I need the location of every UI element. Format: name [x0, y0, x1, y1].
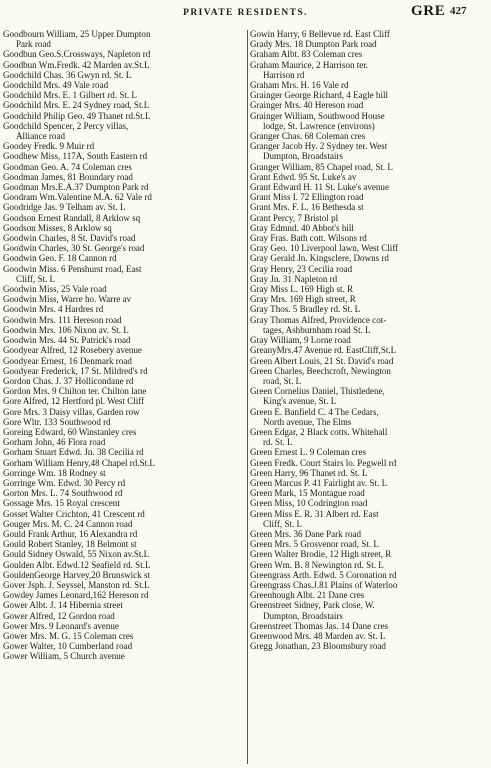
directory-entry: Goodyear Ernest, 16 Denmark road	[3, 355, 132, 366]
directory-entry: Granger William, 85 Chapel road, St. L	[250, 161, 393, 172]
directory-entry: Gower Walter, 10 Cumberland road	[3, 641, 133, 652]
directory-entry: Grant Edwd. 95 St. Luke's av	[250, 171, 357, 182]
page-title: PRIVATE RESIDENTS.	[183, 8, 308, 18]
directory-entry: Gray Thos. 5 Bradley rd. St. L	[250, 304, 361, 315]
directory-entry: Goodchild Mrs. 49 Vale road	[3, 80, 109, 91]
directory-entry: Greenwood Mrs. 48 Marden av. St. L	[250, 630, 386, 641]
directory-entry: Gray Geo. 10 Liverpool lawn, West Cliff	[250, 243, 399, 254]
directory-entry: Goodwin Charles, 8 St. David's road	[3, 233, 136, 244]
directory-entry: Gover Jsph. J. Seyssel, Manston rd. St.L	[3, 579, 150, 590]
directory-entry: Granger Chas. 68 Coleman cres	[250, 131, 366, 142]
directory-entry-continuation: Cliff, St. L	[16, 273, 56, 284]
directory-entry: Gower Albt. J. 14 Hibernia street	[3, 600, 123, 611]
directory-entry: Granger Jacob Hy. 2 Sydney ter. West	[250, 141, 388, 152]
directory-entry: Goodson Misses, 8 Arklow sq	[3, 222, 112, 233]
directory-entry: Gower Alfred, 12 Gordon road	[3, 610, 115, 621]
directory-entry: Goodwin Charles, 30 St. George's road	[3, 243, 145, 254]
directory-entry-continuation: Dumpton, Broadstairs	[263, 151, 343, 162]
directory-entry: Grant Percy, 7 Bristol pl	[250, 212, 339, 223]
directory-entry: Gorham Stuart Edwd. Jn. 38 Cecilia rd	[3, 447, 144, 458]
directory-entry-continuation: King's avenue, St. L	[263, 396, 337, 407]
directory-entry-continuation: tages, Ashburnham road St. L	[263, 324, 371, 335]
directory-entry: Goodwin Miss. 6 Penshurst road, East	[3, 263, 142, 274]
directory-entry: Gray Gerald Jn. Kingsclere, Downs rd	[250, 253, 389, 264]
directory-entry: Gregg Jonathan, 23 Bloomsbury road	[250, 641, 386, 652]
directory-entry: Goodman James, 81 Boundary road	[3, 171, 133, 182]
directory-entry: Gorham William Henry,48 Chapel rd.St.L	[3, 457, 155, 468]
directory-entry: Grainger William, Southwood House	[250, 110, 385, 121]
directory-entry: Grant Edward H. 11 St. Luke's avenue	[250, 182, 389, 193]
directory-entry: Grant Mrs. F. L. 16 Bethesda st	[250, 202, 364, 213]
directory-entry: Grainger Mrs. 40 Hereson road	[250, 100, 364, 111]
directory-entry: Greenhough Albt. 21 Dane cres	[250, 590, 365, 601]
directory-entry: Goodbun Geo.S.Crossways, Napleton rd	[3, 49, 151, 60]
directory-entry: Goodwin Mrs. 111 Hereson road	[3, 314, 122, 325]
directory-entry: Graham Albt. 83 Coleman cres	[250, 49, 363, 60]
directory-entry: Gray Miss L. 169 High st. R	[250, 284, 354, 295]
directory-entry: Gore Mrs. 3 Daisy villas, Garden row	[3, 406, 140, 417]
directory-entry: Gray William, 9 Lorne road	[250, 335, 351, 346]
directory-entry-continuation: road, St. L	[263, 375, 302, 386]
directory-entry: Gray Thomas Alfred, Providence cot-	[250, 314, 387, 325]
directory-entry: Gordon Mrs. 9 Chilton ter. Chilton lane	[3, 386, 147, 397]
right-column	[250, 29, 488, 651]
directory-entry: Goodwin Mrs. 4 Hardres rd	[3, 304, 104, 315]
directory-entry: Gowin Harry, 6 Bellevue rd. East Cliff	[250, 29, 390, 39]
directory-entry: Gorringe Wm. 18 Rodney st	[3, 467, 106, 478]
directory-entry: Gould Sidney Oswald, 55 Nixon av.St.L	[3, 549, 150, 560]
directory-entry-continuation: lodge, St. Lawrence (environs)	[263, 120, 375, 131]
directory-entry: Goodyear Alfred, 12 Rosebery avenue	[3, 345, 142, 356]
directory-entry: Green Ernest L. 9 Coleman cres	[250, 447, 367, 458]
directory-entry: Green Fredk. Court Stairs lo. Pegwell rd	[250, 457, 397, 468]
directory-entry: GouldenGeorge Harvey,20 Brunswick st	[3, 569, 150, 580]
directory-entry: Goodridge Jas. 9 Telham av. St. L	[3, 202, 126, 213]
directory-entry: Gower Mrs. M. G. 15 Coleman cres	[3, 630, 134, 641]
directory-entry: Goodyear Frederick, 17 St. Mildred's rd	[3, 365, 148, 376]
directory-entry: Goodchild Mrs. E. 24 Sydney road, St.L	[3, 100, 150, 111]
directory-entry: Goodman Geo. A. 74 Coleman cres	[3, 161, 132, 172]
directory-entry: Goodchild Chas. 36 Gwyn rd. St. L	[3, 69, 132, 80]
directory-entry: Green Cornelius Daniel, Thistledene,	[250, 386, 385, 397]
directory-entry: Gorham John, 46 Flora road	[3, 437, 106, 448]
directory-entry: Gould Frank Arthur, 16 Alexandra rd	[3, 528, 138, 539]
directory-entry: Goodram Wm.Valentine M.A. 62 Vale rd	[3, 192, 152, 203]
directory-entry: Graham Maurice, 2 Harrison ter.	[250, 59, 369, 70]
directory-entry: Goodwin Mrs. 106 Nixon av. St. L	[3, 324, 129, 335]
directory-entry: Goodwin Miss, Warre ho. Warre av	[3, 294, 132, 305]
directory-entry: Green E. Banfield C. 4 The Cedars,	[250, 406, 379, 417]
directory-entry: Gray Jn. 31 Napleton rd	[250, 273, 338, 284]
directory-entry-continuation: Harrison rd	[263, 69, 305, 80]
directory-entry: Goodhew Miss, 117A, South Eastern rd	[3, 151, 148, 162]
directory-entry: Goulden Albt. Edwd.12 Seafield rd. St.L	[3, 559, 151, 570]
directory-entry: Green Marcus P. 41 Fairlight av. St. L	[250, 477, 388, 488]
directory-entry-continuation: Alliance road	[16, 131, 65, 142]
directory-entry: Grady Mrs. 18 Dumpton Park road	[250, 39, 377, 50]
directory-entry: Gray Fras. Bath cott. Wilsons rd	[250, 233, 367, 244]
directory-entry: Green Wm. B. 8 Newington rd. St. L	[250, 559, 384, 570]
directory-entry: Greenstreet Thomas Jas. 14 Dane cres	[250, 620, 389, 631]
directory-entry: Gray Henry, 23 Cecilia road	[250, 263, 353, 274]
directory-entry: Gowdey James Leonard,162 Hereson rd	[3, 590, 149, 601]
directory-entry: GreanyMrs.47 Avenue rd. EastCliff,St.L	[250, 345, 397, 356]
directory-entry-continuation: Dumpton, Broadstairs	[263, 610, 343, 621]
section-letters: GRE	[411, 3, 446, 19]
left-column	[3, 29, 241, 662]
directory-entry: Green Miss E. R. 31 Albert rd. East	[250, 508, 379, 519]
directory-entry: Goodwin Geo. F. 18 Cannon rd	[3, 253, 117, 264]
directory-entry: Gould Robert Stanley, 18 Belmont st	[3, 539, 137, 550]
directory-entry-continuation: Cliff, St. L	[263, 518, 303, 529]
directory-entry: Goodey Fredk. 9 Muir rd	[3, 141, 95, 152]
directory-entry: Green Albert Louis, 21 St. David's road	[250, 355, 394, 366]
directory-entry: Goodwin Mrs. 44 St. Patrick's road	[3, 335, 131, 346]
directory-entry: Green Mrs. 36 Dane Park road	[250, 528, 362, 539]
directory-entry: Green Charles, Beechcroft, Newington	[250, 365, 391, 376]
directory-entry: Gorton Mrs. L. 74 Southwood rd	[3, 488, 123, 499]
column-divider	[247, 30, 248, 764]
directory-entry: Greengrass Arth. Edwd. 5 Coronation rd	[250, 569, 397, 580]
directory-entry: Goodbun Wm.Fredk. 42 Marden av.St.L	[3, 59, 150, 70]
directory-entry: Gower Mrs. 9 Leonard's avenue	[3, 620, 119, 631]
directory-entry-continuation: North avenue, The Elms	[263, 416, 352, 427]
directory-entry: Green Walter Brodie, 12 High street, R	[250, 549, 392, 560]
directory-entry: Goodchild Mrs. E. 1 Gilbert rd. St. L	[3, 90, 137, 101]
directory-entry: Goreing Edward, 60 Winstanley cres	[3, 426, 137, 437]
directory-entry: Goodchild Philip Geo. 49 Thanet rd.St.L	[3, 110, 151, 121]
directory-entry-continuation: Park road	[16, 39, 51, 50]
directory-entry: Gore Wltr. 133 Southwood rd	[3, 416, 111, 427]
directory-entry: Green Miss, 10 Codrington road	[250, 498, 368, 509]
directory-entry: Goodbourn William, 25 Upper Dumpton	[3, 29, 151, 39]
page-number: 427	[450, 5, 467, 17]
directory-entry: Gray Mrs. 169 High street, R	[250, 294, 356, 305]
directory-entry: Gore Alfred, 12 Hertford pl. West Cliff	[3, 396, 145, 407]
directory-entry: Green Harry, 96 Thanet rd. St. L	[250, 467, 368, 478]
directory-entry: Gosset Walter Crichton, 41 Crescent rd	[3, 508, 145, 519]
directory-entry: Gordon Chas. J. 37 Hollicondane rd	[3, 375, 134, 386]
directory-entry: Green Mrs. 5 Grosvenor road, St. L	[250, 539, 379, 550]
directory-entry: Grant Miss I. 72 Ellington road	[250, 192, 364, 203]
directory-entry: Gouger Mrs. M. C. 24 Cannon road	[3, 518, 133, 529]
directory-entry-continuation: rd. St. L	[263, 437, 293, 448]
directory-entry: Green Edgar, 2 Black cotts. Whitehall	[250, 426, 388, 437]
directory-entry: Greengrass Chas.J.81 Plains of Waterloo	[250, 579, 398, 590]
directory-entry: Gower William, 5 Church avenue	[3, 651, 125, 662]
directory-entry: Goodchild Spencer, 2 Percy villas,	[3, 120, 129, 131]
directory-entry: Goodman Mrs.E.A.37 Dumpton Park rd	[3, 182, 149, 193]
directory-entry: Gossage Mrs. 15 Royal crescent	[3, 498, 120, 509]
page-header	[0, 0, 491, 26]
directory-entry: Gorringe Wm. Edwd. 30 Percy rd	[3, 477, 126, 488]
directory-entry: Greenstreet Sidney, Park close, W.	[250, 600, 375, 611]
directory-entry: Gray Edmnd. 40 Abbot's hill	[250, 222, 354, 233]
directory-entry: Grainger George Richard, 4 Eagle hill	[250, 90, 389, 101]
directory-entry: Graham Mrs. H. 16 Vale rd	[250, 80, 349, 91]
directory-entry: Green Mark, 15 Montague road	[250, 488, 365, 499]
directory-entry: Goodwin Miss, 25 Vale road	[3, 284, 107, 295]
directory-entry: Goodson Ernest Randall, 8 Arklow sq	[3, 212, 141, 223]
